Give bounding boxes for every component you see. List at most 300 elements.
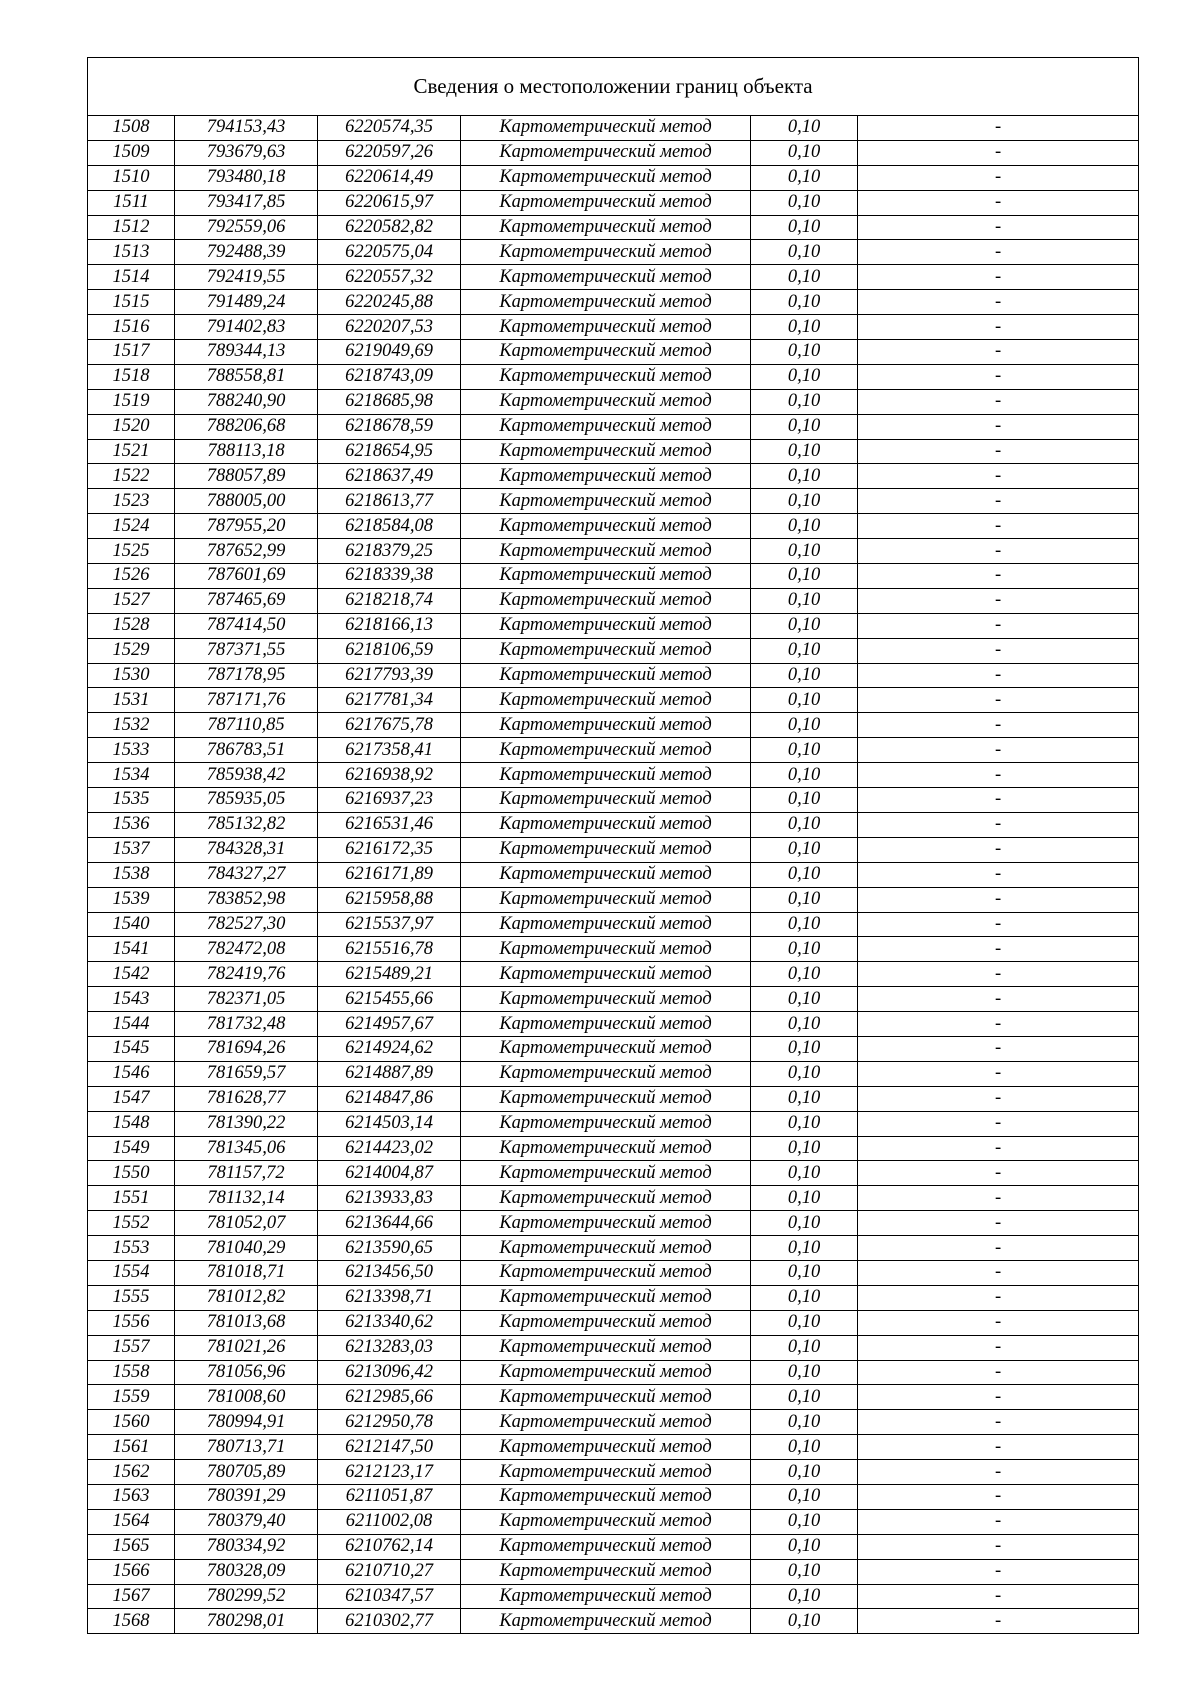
- method-cell: Картометрический метод: [461, 788, 751, 813]
- accuracy-cell: 0,10: [751, 340, 858, 365]
- point-number-cell: 1547: [88, 1086, 175, 1111]
- description-cell: -: [858, 987, 1139, 1012]
- accuracy-cell: 0,10: [751, 290, 858, 315]
- description-cell: -: [858, 912, 1139, 937]
- table-row: [88, 439, 1139, 464]
- description-cell: -: [858, 1186, 1139, 1211]
- description-cell: -: [858, 389, 1139, 414]
- y-coordinate-cell: 6212147,50: [318, 1435, 461, 1460]
- y-coordinate-cell: 6213340,62: [318, 1310, 461, 1335]
- y-coordinate-cell: 6216171,89: [318, 862, 461, 887]
- x-coordinate-cell: 781157,72: [175, 1161, 318, 1186]
- x-coordinate-cell: 781345,06: [175, 1136, 318, 1161]
- description-cell: -: [858, 215, 1139, 240]
- y-coordinate-cell: 6218678,59: [318, 414, 461, 439]
- x-coordinate-cell: 780379,40: [175, 1509, 318, 1534]
- x-coordinate-cell: 780994,91: [175, 1410, 318, 1435]
- x-coordinate-cell: 791489,24: [175, 290, 318, 315]
- description-cell: -: [858, 1609, 1139, 1634]
- point-number-cell: 1565: [88, 1534, 175, 1559]
- point-number-cell: 1521: [88, 439, 175, 464]
- method-cell: Картометрический метод: [461, 1435, 751, 1460]
- y-coordinate-cell: 6220557,32: [318, 265, 461, 290]
- description-cell: -: [858, 688, 1139, 713]
- accuracy-cell: 0,10: [751, 439, 858, 464]
- x-coordinate-cell: 787601,69: [175, 564, 318, 589]
- method-cell: Картометрический метод: [461, 1136, 751, 1161]
- y-coordinate-cell: 6210302,77: [318, 1609, 461, 1634]
- point-number-cell: 1563: [88, 1484, 175, 1509]
- accuracy-cell: 0,10: [751, 116, 858, 141]
- accuracy-cell: 0,10: [751, 1435, 858, 1460]
- point-number-cell: 1549: [88, 1136, 175, 1161]
- description-cell: -: [858, 190, 1139, 215]
- accuracy-cell: 0,10: [751, 613, 858, 638]
- method-cell: Картометрический метод: [461, 1484, 751, 1509]
- point-number-cell: 1516: [88, 315, 175, 340]
- x-coordinate-cell: 793417,85: [175, 190, 318, 215]
- method-cell: Картометрический метод: [461, 837, 751, 862]
- description-cell: -: [858, 1584, 1139, 1609]
- point-number-cell: 1546: [88, 1061, 175, 1086]
- description-cell: -: [858, 713, 1139, 738]
- point-number-cell: 1522: [88, 464, 175, 489]
- y-coordinate-cell: 6217675,78: [318, 713, 461, 738]
- accuracy-cell: 0,10: [751, 1410, 858, 1435]
- method-cell: Картометрический метод: [461, 140, 751, 165]
- method-cell: Картометрический метод: [461, 514, 751, 539]
- description-cell: -: [858, 1335, 1139, 1360]
- table-row: [88, 1236, 1139, 1261]
- x-coordinate-cell: 781012,82: [175, 1285, 318, 1310]
- accuracy-cell: 0,10: [751, 1285, 858, 1310]
- method-cell: Картометрический метод: [461, 713, 751, 738]
- x-coordinate-cell: 781732,48: [175, 1012, 318, 1037]
- table-row: [88, 1534, 1139, 1559]
- description-cell: -: [858, 439, 1139, 464]
- x-coordinate-cell: 791402,83: [175, 315, 318, 340]
- method-cell: Картометрический метод: [461, 987, 751, 1012]
- table-row: [88, 1460, 1139, 1485]
- method-cell: Картометрический метод: [461, 489, 751, 514]
- method-cell: Картометрический метод: [461, 1211, 751, 1236]
- accuracy-cell: 0,10: [751, 1260, 858, 1285]
- table-row: [88, 937, 1139, 962]
- description-cell: -: [858, 1211, 1139, 1236]
- method-cell: Картометрический метод: [461, 1086, 751, 1111]
- method-cell: Картометрический метод: [461, 1310, 751, 1335]
- table-title: Сведения о местоположении границ объекта: [88, 58, 1139, 116]
- x-coordinate-cell: 781040,29: [175, 1236, 318, 1261]
- table-row: [88, 240, 1139, 265]
- point-number-cell: 1518: [88, 364, 175, 389]
- y-coordinate-cell: 6211051,87: [318, 1484, 461, 1509]
- y-coordinate-cell: 6218379,25: [318, 539, 461, 564]
- accuracy-cell: 0,10: [751, 1559, 858, 1584]
- accuracy-cell: 0,10: [751, 514, 858, 539]
- x-coordinate-cell: 787652,99: [175, 539, 318, 564]
- method-cell: Картометрический метод: [461, 763, 751, 788]
- table-row: [88, 1061, 1139, 1086]
- y-coordinate-cell: 6213933,83: [318, 1186, 461, 1211]
- table-row: [88, 1484, 1139, 1509]
- point-number-cell: 1519: [88, 389, 175, 414]
- accuracy-cell: 0,10: [751, 1111, 858, 1136]
- method-cell: Картометрический метод: [461, 1236, 751, 1261]
- x-coordinate-cell: 780299,52: [175, 1584, 318, 1609]
- accuracy-cell: 0,10: [751, 1609, 858, 1634]
- y-coordinate-cell: 6214924,62: [318, 1036, 461, 1061]
- method-cell: Картометрический метод: [461, 638, 751, 663]
- y-coordinate-cell: 6220574,35: [318, 116, 461, 141]
- method-cell: Картометрический метод: [461, 1460, 751, 1485]
- table-row: [88, 1036, 1139, 1061]
- method-cell: Картометрический метод: [461, 887, 751, 912]
- point-number-cell: 1538: [88, 862, 175, 887]
- x-coordinate-cell: 782472,08: [175, 937, 318, 962]
- x-coordinate-cell: 781018,71: [175, 1260, 318, 1285]
- description-cell: -: [858, 1360, 1139, 1385]
- table-row: [88, 1186, 1139, 1211]
- method-cell: Картометрический метод: [461, 439, 751, 464]
- table-row: [88, 1086, 1139, 1111]
- point-number-cell: 1531: [88, 688, 175, 713]
- accuracy-cell: 0,10: [751, 1509, 858, 1534]
- point-number-cell: 1539: [88, 887, 175, 912]
- point-number-cell: 1548: [88, 1111, 175, 1136]
- accuracy-cell: 0,10: [751, 1385, 858, 1410]
- point-number-cell: 1568: [88, 1609, 175, 1634]
- y-coordinate-cell: 6218166,13: [318, 613, 461, 638]
- description-cell: -: [858, 414, 1139, 439]
- method-cell: Картометрический метод: [461, 116, 751, 141]
- method-cell: Картометрический метод: [461, 663, 751, 688]
- point-number-cell: 1555: [88, 1285, 175, 1310]
- x-coordinate-cell: 792488,39: [175, 240, 318, 265]
- table-row: [88, 315, 1139, 340]
- table-row: [88, 116, 1139, 141]
- y-coordinate-cell: 6214503,14: [318, 1111, 461, 1136]
- method-cell: Картометрический метод: [461, 1559, 751, 1584]
- method-cell: Картометрический метод: [461, 1111, 751, 1136]
- accuracy-cell: 0,10: [751, 1534, 858, 1559]
- x-coordinate-cell: 787414,50: [175, 613, 318, 638]
- accuracy-cell: 0,10: [751, 713, 858, 738]
- table-row: [88, 1559, 1139, 1584]
- x-coordinate-cell: 781390,22: [175, 1111, 318, 1136]
- description-cell: -: [858, 1509, 1139, 1534]
- description-cell: -: [858, 1435, 1139, 1460]
- x-coordinate-cell: 788113,18: [175, 439, 318, 464]
- method-cell: Картометрический метод: [461, 1061, 751, 1086]
- point-number-cell: 1544: [88, 1012, 175, 1037]
- description-cell: -: [858, 165, 1139, 190]
- y-coordinate-cell: 6214957,67: [318, 1012, 461, 1037]
- x-coordinate-cell: 781694,26: [175, 1036, 318, 1061]
- description-cell: -: [858, 962, 1139, 987]
- method-cell: Картометрический метод: [461, 240, 751, 265]
- description-cell: -: [858, 1484, 1139, 1509]
- x-coordinate-cell: 781628,77: [175, 1086, 318, 1111]
- accuracy-cell: 0,10: [751, 1161, 858, 1186]
- description-cell: -: [858, 1161, 1139, 1186]
- description-cell: -: [858, 1460, 1139, 1485]
- accuracy-cell: 0,10: [751, 962, 858, 987]
- point-number-cell: 1566: [88, 1559, 175, 1584]
- method-cell: Картометрический метод: [461, 1285, 751, 1310]
- table-row: [88, 987, 1139, 1012]
- description-cell: -: [858, 1111, 1139, 1136]
- table-row: [88, 1435, 1139, 1460]
- x-coordinate-cell: 789344,13: [175, 340, 318, 365]
- y-coordinate-cell: 6212985,66: [318, 1385, 461, 1410]
- method-cell: Картометрический метод: [461, 165, 751, 190]
- y-coordinate-cell: 6216937,23: [318, 788, 461, 813]
- point-number-cell: 1554: [88, 1260, 175, 1285]
- point-number-cell: 1512: [88, 215, 175, 240]
- point-number-cell: 1557: [88, 1335, 175, 1360]
- y-coordinate-cell: 6218339,38: [318, 564, 461, 589]
- point-number-cell: 1525: [88, 539, 175, 564]
- table-row: [88, 215, 1139, 240]
- x-coordinate-cell: 793480,18: [175, 165, 318, 190]
- method-cell: Картометрический метод: [461, 588, 751, 613]
- table-row: [88, 788, 1139, 813]
- point-number-cell: 1517: [88, 340, 175, 365]
- point-number-cell: 1552: [88, 1211, 175, 1236]
- description-cell: -: [858, 1559, 1139, 1584]
- accuracy-cell: 0,10: [751, 389, 858, 414]
- x-coordinate-cell: 781021,26: [175, 1335, 318, 1360]
- method-cell: Картометрический метод: [461, 962, 751, 987]
- point-number-cell: 1528: [88, 613, 175, 638]
- table-row: [88, 464, 1139, 489]
- description-cell: -: [858, 837, 1139, 862]
- point-number-cell: 1553: [88, 1236, 175, 1261]
- point-number-cell: 1527: [88, 588, 175, 613]
- point-number-cell: 1556: [88, 1310, 175, 1335]
- x-coordinate-cell: 787371,55: [175, 638, 318, 663]
- table-row: [88, 1012, 1139, 1037]
- y-coordinate-cell: 6214887,89: [318, 1061, 461, 1086]
- accuracy-cell: 0,10: [751, 489, 858, 514]
- table-row: [88, 1211, 1139, 1236]
- method-cell: Картометрический метод: [461, 688, 751, 713]
- table-row: [88, 414, 1139, 439]
- description-cell: -: [858, 1310, 1139, 1335]
- point-number-cell: 1562: [88, 1460, 175, 1485]
- description-cell: -: [858, 763, 1139, 788]
- table-row: [88, 564, 1139, 589]
- accuracy-cell: 0,10: [751, 140, 858, 165]
- x-coordinate-cell: 785132,82: [175, 812, 318, 837]
- table-row: [88, 539, 1139, 564]
- table-row: [88, 1310, 1139, 1335]
- table-row: [88, 1136, 1139, 1161]
- x-coordinate-cell: 788240,90: [175, 389, 318, 414]
- y-coordinate-cell: 6215516,78: [318, 937, 461, 962]
- method-cell: Картометрический метод: [461, 1036, 751, 1061]
- description-cell: -: [858, 240, 1139, 265]
- accuracy-cell: 0,10: [751, 1584, 858, 1609]
- x-coordinate-cell: 781056,96: [175, 1360, 318, 1385]
- y-coordinate-cell: 6213590,65: [318, 1236, 461, 1261]
- y-coordinate-cell: 6220245,88: [318, 290, 461, 315]
- description-cell: -: [858, 812, 1139, 837]
- accuracy-cell: 0,10: [751, 564, 858, 589]
- description-cell: -: [858, 1285, 1139, 1310]
- y-coordinate-cell: 6213096,42: [318, 1360, 461, 1385]
- point-number-cell: 1508: [88, 116, 175, 141]
- y-coordinate-cell: 6217358,41: [318, 738, 461, 763]
- method-cell: Картометрический метод: [461, 613, 751, 638]
- x-coordinate-cell: 792419,55: [175, 265, 318, 290]
- method-cell: Картометрический метод: [461, 1186, 751, 1211]
- accuracy-cell: 0,10: [751, 364, 858, 389]
- table-row: [88, 389, 1139, 414]
- accuracy-cell: 0,10: [751, 738, 858, 763]
- accuracy-cell: 0,10: [751, 1036, 858, 1061]
- table-row: [88, 1335, 1139, 1360]
- method-cell: Картометрический метод: [461, 862, 751, 887]
- table-row: [88, 763, 1139, 788]
- accuracy-cell: 0,10: [751, 812, 858, 837]
- table-row: [88, 1410, 1139, 1435]
- y-coordinate-cell: 6215455,66: [318, 987, 461, 1012]
- accuracy-cell: 0,10: [751, 1136, 858, 1161]
- method-cell: Картометрический метод: [461, 389, 751, 414]
- y-coordinate-cell: 6218218,74: [318, 588, 461, 613]
- y-coordinate-cell: 6213398,71: [318, 1285, 461, 1310]
- accuracy-cell: 0,10: [751, 1460, 858, 1485]
- point-number-cell: 1550: [88, 1161, 175, 1186]
- description-cell: -: [858, 1061, 1139, 1086]
- x-coordinate-cell: 780713,71: [175, 1435, 318, 1460]
- y-coordinate-cell: 6218654,95: [318, 439, 461, 464]
- y-coordinate-cell: 6210347,57: [318, 1584, 461, 1609]
- point-number-cell: 1558: [88, 1360, 175, 1385]
- y-coordinate-cell: 6216172,35: [318, 837, 461, 862]
- method-cell: Картометрический метод: [461, 464, 751, 489]
- y-coordinate-cell: 6215958,88: [318, 887, 461, 912]
- table-row: [88, 265, 1139, 290]
- description-cell: -: [858, 464, 1139, 489]
- point-number-cell: 1545: [88, 1036, 175, 1061]
- accuracy-cell: 0,10: [751, 912, 858, 937]
- description-cell: -: [858, 1534, 1139, 1559]
- accuracy-cell: 0,10: [751, 1186, 858, 1211]
- y-coordinate-cell: 6220207,53: [318, 315, 461, 340]
- x-coordinate-cell: 781013,68: [175, 1310, 318, 1335]
- accuracy-cell: 0,10: [751, 837, 858, 862]
- point-number-cell: 1532: [88, 713, 175, 738]
- y-coordinate-cell: 6220597,26: [318, 140, 461, 165]
- method-cell: Картометрический метод: [461, 738, 751, 763]
- x-coordinate-cell: 780705,89: [175, 1460, 318, 1485]
- point-number-cell: 1564: [88, 1509, 175, 1534]
- point-number-cell: 1561: [88, 1435, 175, 1460]
- x-coordinate-cell: 783852,98: [175, 887, 318, 912]
- point-number-cell: 1524: [88, 514, 175, 539]
- y-coordinate-cell: 6220614,49: [318, 165, 461, 190]
- x-coordinate-cell: 788558,81: [175, 364, 318, 389]
- description-cell: -: [858, 1086, 1139, 1111]
- x-coordinate-cell: 785935,05: [175, 788, 318, 813]
- description-cell: -: [858, 1260, 1139, 1285]
- description-cell: -: [858, 1036, 1139, 1061]
- accuracy-cell: 0,10: [751, 1086, 858, 1111]
- point-number-cell: 1513: [88, 240, 175, 265]
- method-cell: Картометрический метод: [461, 564, 751, 589]
- table-row: [88, 514, 1139, 539]
- y-coordinate-cell: 6220615,97: [318, 190, 461, 215]
- table-body: [88, 116, 1139, 1634]
- x-coordinate-cell: 787110,85: [175, 713, 318, 738]
- description-cell: -: [858, 290, 1139, 315]
- description-cell: -: [858, 489, 1139, 514]
- x-coordinate-cell: 784327,27: [175, 862, 318, 887]
- accuracy-cell: 0,10: [751, 588, 858, 613]
- description-cell: -: [858, 613, 1139, 638]
- method-cell: Картометрический метод: [461, 1012, 751, 1037]
- accuracy-cell: 0,10: [751, 215, 858, 240]
- table-row: [88, 588, 1139, 613]
- description-cell: -: [858, 738, 1139, 763]
- y-coordinate-cell: 6218685,98: [318, 389, 461, 414]
- table-row: [88, 887, 1139, 912]
- point-number-cell: 1510: [88, 165, 175, 190]
- point-number-cell: 1533: [88, 738, 175, 763]
- method-cell: Картометрический метод: [461, 315, 751, 340]
- accuracy-cell: 0,10: [751, 1236, 858, 1261]
- method-cell: Картометрический метод: [461, 812, 751, 837]
- method-cell: Картометрический метод: [461, 1161, 751, 1186]
- y-coordinate-cell: 6218743,09: [318, 364, 461, 389]
- accuracy-cell: 0,10: [751, 1310, 858, 1335]
- x-coordinate-cell: 781659,57: [175, 1061, 318, 1086]
- point-number-cell: 1540: [88, 912, 175, 937]
- table-row: [88, 713, 1139, 738]
- description-cell: -: [858, 116, 1139, 141]
- method-cell: Картометрический метод: [461, 1584, 751, 1609]
- table-row: [88, 140, 1139, 165]
- x-coordinate-cell: 786783,51: [175, 738, 318, 763]
- description-cell: -: [858, 140, 1139, 165]
- y-coordinate-cell: 6217781,34: [318, 688, 461, 713]
- description-cell: -: [858, 588, 1139, 613]
- point-number-cell: 1530: [88, 663, 175, 688]
- description-cell: -: [858, 887, 1139, 912]
- table-row: [88, 812, 1139, 837]
- table-row: [88, 1509, 1139, 1534]
- x-coordinate-cell: 782419,76: [175, 962, 318, 987]
- description-cell: -: [858, 340, 1139, 365]
- point-number-cell: 1511: [88, 190, 175, 215]
- accuracy-cell: 0,10: [751, 240, 858, 265]
- accuracy-cell: 0,10: [751, 862, 858, 887]
- description-cell: -: [858, 1236, 1139, 1261]
- point-number-cell: 1560: [88, 1410, 175, 1435]
- table-row: [88, 489, 1139, 514]
- x-coordinate-cell: 787178,95: [175, 663, 318, 688]
- point-number-cell: 1567: [88, 1584, 175, 1609]
- description-cell: -: [858, 564, 1139, 589]
- y-coordinate-cell: 6213644,66: [318, 1211, 461, 1236]
- accuracy-cell: 0,10: [751, 1211, 858, 1236]
- x-coordinate-cell: 780298,01: [175, 1609, 318, 1634]
- table-row: [88, 738, 1139, 763]
- table-row: [88, 663, 1139, 688]
